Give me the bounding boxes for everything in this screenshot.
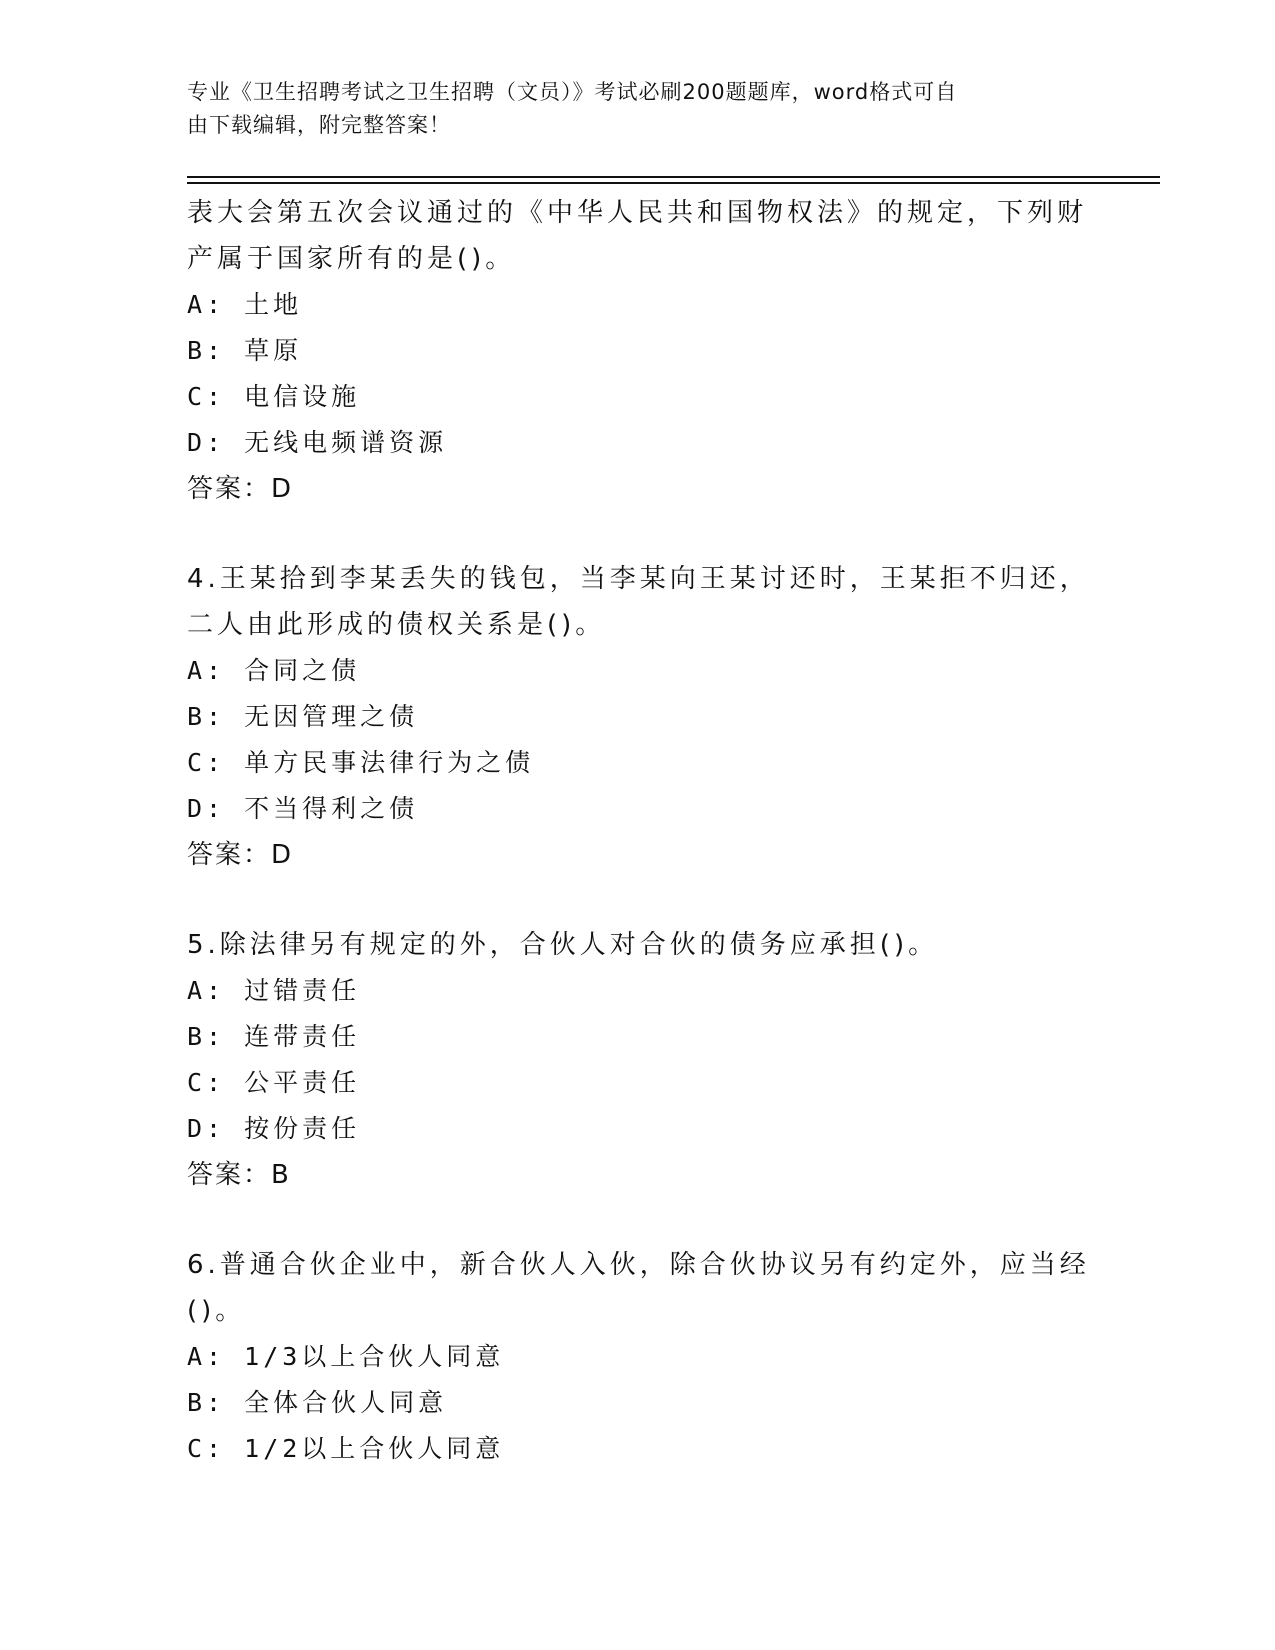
question-stem-line: 二人由此形成的债权关系是()。 bbox=[187, 610, 606, 640]
question-list bbox=[187, 190, 1090, 1472]
question-5 bbox=[187, 922, 1087, 1198]
option-d: D: 不当得利之债 bbox=[187, 794, 419, 823]
question-stem-line: 5.除法律另有规定的外，合伙人对合伙的债务应承担()。 bbox=[187, 930, 939, 960]
option-c: C: 公平责任 bbox=[187, 1068, 361, 1097]
question-gap bbox=[187, 878, 1087, 922]
document-header bbox=[187, 76, 1067, 142]
option-a: A: 1/3以上合伙人同意 bbox=[187, 1342, 505, 1371]
question-3 bbox=[187, 190, 1087, 512]
option-b: B: 连带责任 bbox=[187, 1022, 361, 1051]
option-c: C: 单方民事法律行为之债 bbox=[187, 748, 535, 777]
option-a: A: 土地 bbox=[187, 290, 303, 319]
header-line-2: 由下载编辑，附完整答案！ bbox=[187, 113, 451, 137]
answer-line: 答案：D bbox=[187, 474, 294, 504]
header-line-1: 专业《卫生招聘考试之卫生招聘（文员）》考试必刷200题题库，word格式可自 bbox=[187, 80, 958, 104]
header-divider-bottom bbox=[187, 182, 1160, 184]
option-a: A: 过错责任 bbox=[187, 976, 361, 1005]
option-b: B: 无因管理之债 bbox=[187, 702, 419, 731]
option-d: D: 无线电频谱资源 bbox=[187, 428, 448, 457]
question-stem-line: 4.王某拾到李某丢失的钱包，当李某向王某讨还时，王某拒不归还， bbox=[187, 564, 1090, 594]
option-c: C: 电信设施 bbox=[187, 382, 361, 411]
question-gap bbox=[187, 1198, 1087, 1242]
answer-line: 答案：B bbox=[187, 1160, 291, 1190]
question-4 bbox=[187, 556, 1090, 878]
question-stem-line: 6.普通合伙企业中，新合伙人入伙，除合伙协议另有约定外，应当经 bbox=[187, 1250, 1090, 1280]
option-c: C: 1/2以上合伙人同意 bbox=[187, 1434, 505, 1463]
option-b: B: 全体合伙人同意 bbox=[187, 1388, 448, 1417]
question-stem-line: ()。 bbox=[187, 1296, 246, 1326]
question-stem-line: 表大会第五次会议通过的《中华人民共和国物权法》的规定，下列财 bbox=[187, 198, 1088, 228]
header-divider-top bbox=[187, 176, 1160, 178]
question-gap bbox=[187, 512, 1087, 556]
option-d: D: 按份责任 bbox=[187, 1114, 361, 1143]
answer-line: 答案：D bbox=[187, 840, 294, 870]
question-6 bbox=[187, 1242, 1090, 1472]
question-stem-line: 产属于国家所有的是()。 bbox=[187, 244, 516, 274]
option-a: A: 合同之债 bbox=[187, 656, 361, 685]
option-b: B: 草原 bbox=[187, 336, 303, 365]
